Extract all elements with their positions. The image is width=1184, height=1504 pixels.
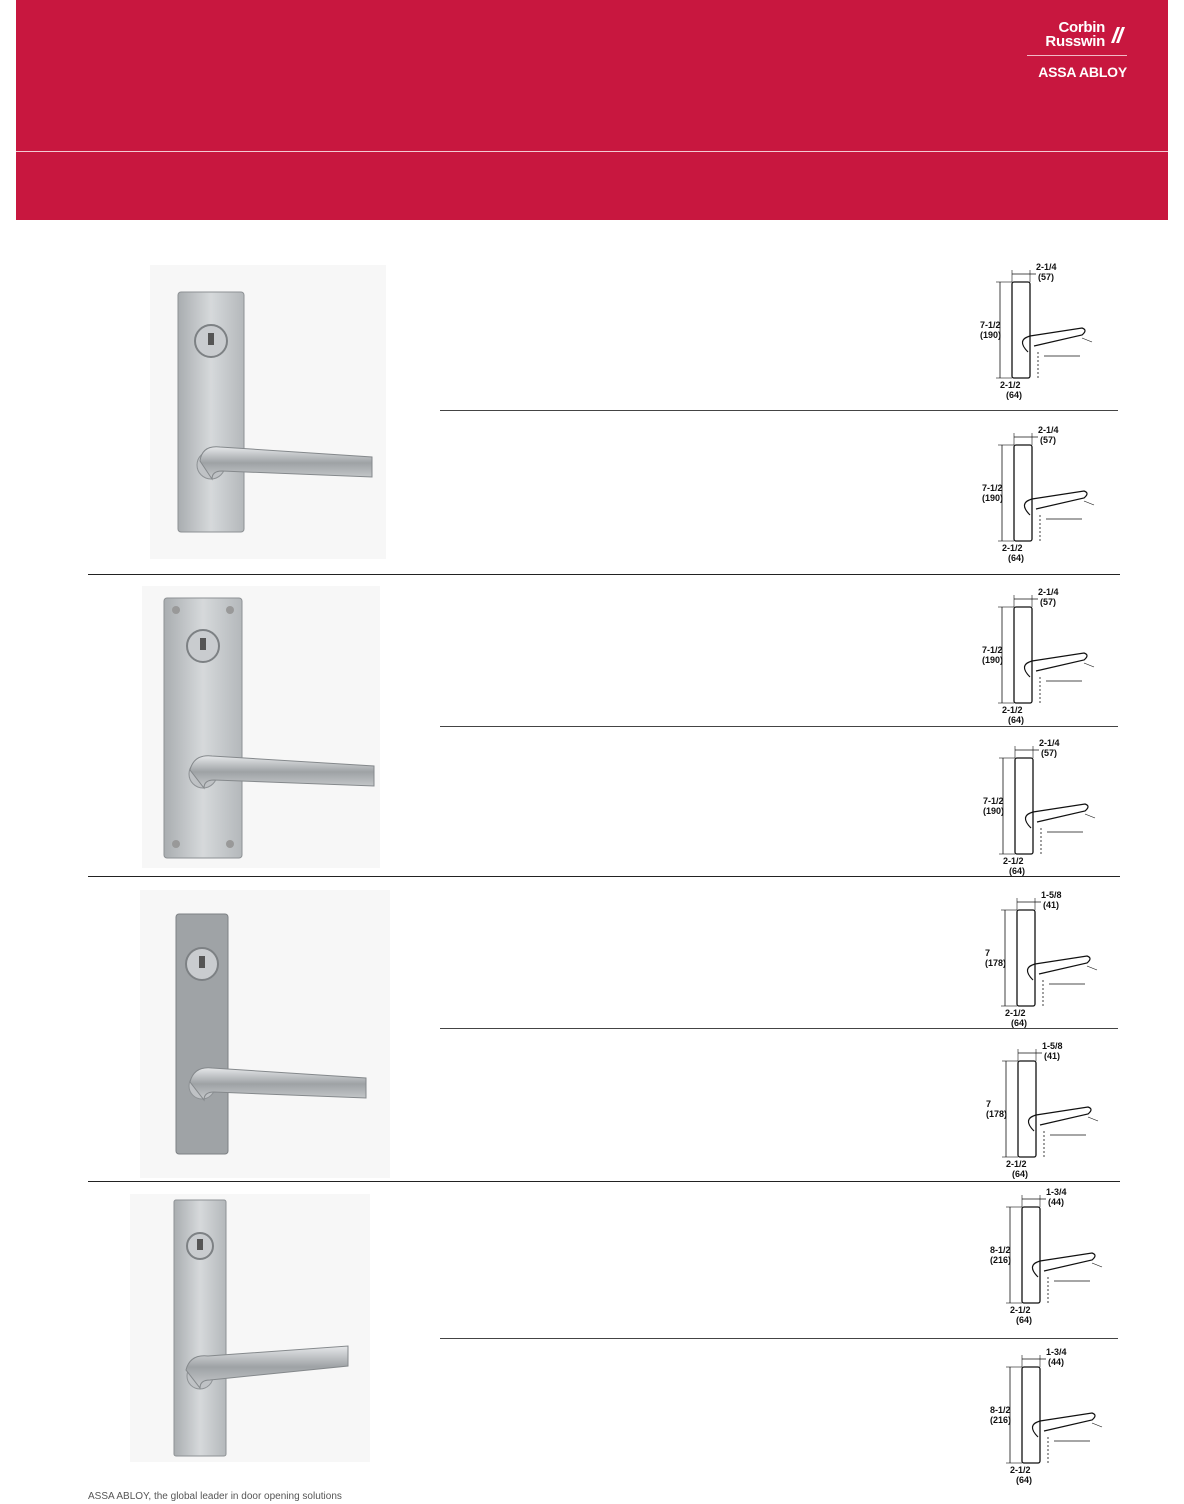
dimension-diagram [972,585,1122,733]
offset-mm-label: (64) [1016,1475,1033,1485]
lever-outline [1027,956,1090,980]
row-divider [440,410,1118,411]
offset-label: 2-1/2 [1010,1465,1031,1475]
height-label: 7-1/2 [983,796,1004,806]
width-mm-label: (57) [1041,748,1058,758]
height-label: 7 [985,948,991,958]
height-mm-label: (178) [986,1109,1008,1119]
logo-line-2: Russwin [1045,33,1105,50]
lever-outline [1028,1107,1091,1131]
dimension-diagram [973,736,1123,884]
dimension-diagram [970,260,1120,408]
escutcheon-outline [1012,282,1030,378]
escutcheon-outline [1014,607,1032,703]
logo-parent-company: ASSA ABLOY [1038,64,1127,80]
offset-mm-label: (64) [1008,553,1025,563]
height-label: 8-1/2 [990,1405,1011,1415]
width-label: 1-5/8 [1042,1041,1063,1051]
width-mm-label: (44) [1048,1197,1065,1207]
row-divider [440,1338,1118,1339]
width-mm-label: (57) [1040,597,1057,607]
banner-divider [16,151,1168,152]
escutcheon-outline [1018,1061,1036,1157]
escutcheon-outline [1015,758,1033,854]
height-label: 7-1/2 [982,483,1003,493]
offset-label: 2-1/2 [1010,1305,1031,1315]
width-label: 2-1/4 [1038,425,1059,435]
lever-outline [1025,804,1088,828]
height-mm-label: (190) [982,493,1004,503]
width-label: 1-3/4 [1046,1187,1067,1197]
lever-outline [1032,1253,1095,1277]
width-label: 1-3/4 [1046,1347,1067,1357]
height-mm-label: (190) [980,330,1002,340]
height-label: 7 [986,1099,992,1109]
corbin-russwin-logo[interactable] [1027,21,1127,80]
lever-outline [1024,653,1087,677]
width-label: 2-1/4 [1039,738,1060,748]
dimension-diagram [972,423,1122,571]
offset-label: 2-1/2 [1003,856,1024,866]
offset-mm-label: (64) [1006,390,1023,400]
lever-outline [1022,328,1085,352]
lever-trim-photo-2 [142,586,380,868]
offset-label: 2-1/2 [1006,1159,1027,1169]
width-label: 1-5/8 [1041,890,1062,900]
escutcheon-outline [1022,1367,1040,1463]
offset-mm-label: (64) [1008,715,1025,725]
height-mm-label: (216) [990,1415,1012,1425]
dimension-diagram [975,888,1125,1036]
escutcheon-outline [1014,445,1032,541]
logo-line-1: Corbin [1058,19,1105,36]
height-mm-label: (178) [985,958,1007,968]
offset-mm-label: (64) [1009,866,1026,876]
section-divider [88,1181,1120,1182]
header-banner [16,0,1168,220]
offset-label: 2-1/2 [1005,1008,1026,1018]
width-label: 2-1/4 [1038,587,1059,597]
logo-stripes-icon [1109,27,1127,43]
dimension-diagram [980,1345,1130,1493]
height-label: 7-1/2 [980,320,1001,330]
lever-outline [1024,491,1087,515]
escutcheon-outline [1022,1207,1040,1303]
width-label: 2-1/4 [1036,262,1057,272]
width-mm-label: (44) [1048,1357,1065,1367]
height-mm-label: (190) [983,806,1005,816]
width-mm-label: (41) [1043,900,1060,910]
offset-mm-label: (64) [1012,1169,1029,1179]
height-mm-label: (190) [982,655,1004,665]
width-mm-label: (41) [1044,1051,1061,1061]
height-label: 8-1/2 [990,1245,1011,1255]
height-label: 7-1/2 [982,645,1003,655]
offset-label: 2-1/2 [1000,380,1021,390]
logo-divider [1027,55,1127,56]
offset-label: 2-1/2 [1002,705,1023,715]
dimension-diagram [976,1039,1126,1187]
height-mm-label: (216) [990,1255,1012,1265]
escutcheon-outline [1017,910,1035,1006]
lever-trim-photo-1 [150,265,386,559]
width-mm-label: (57) [1038,272,1055,282]
lever-trim-photo-3 [140,890,390,1178]
dimension-diagram [980,1185,1130,1333]
offset-label: 2-1/2 [1002,543,1023,553]
offset-mm-label: (64) [1016,1315,1033,1325]
section-divider [88,574,1120,575]
section-divider [88,876,1120,877]
lever-trim-photo-4 [130,1194,370,1462]
offset-mm-label: (64) [1011,1018,1028,1028]
lever-outline [1032,1413,1095,1437]
footer-tagline: ASSA ABLOY, the global leader in door opening solutions [88,1491,342,1502]
width-mm-label: (57) [1040,435,1057,445]
